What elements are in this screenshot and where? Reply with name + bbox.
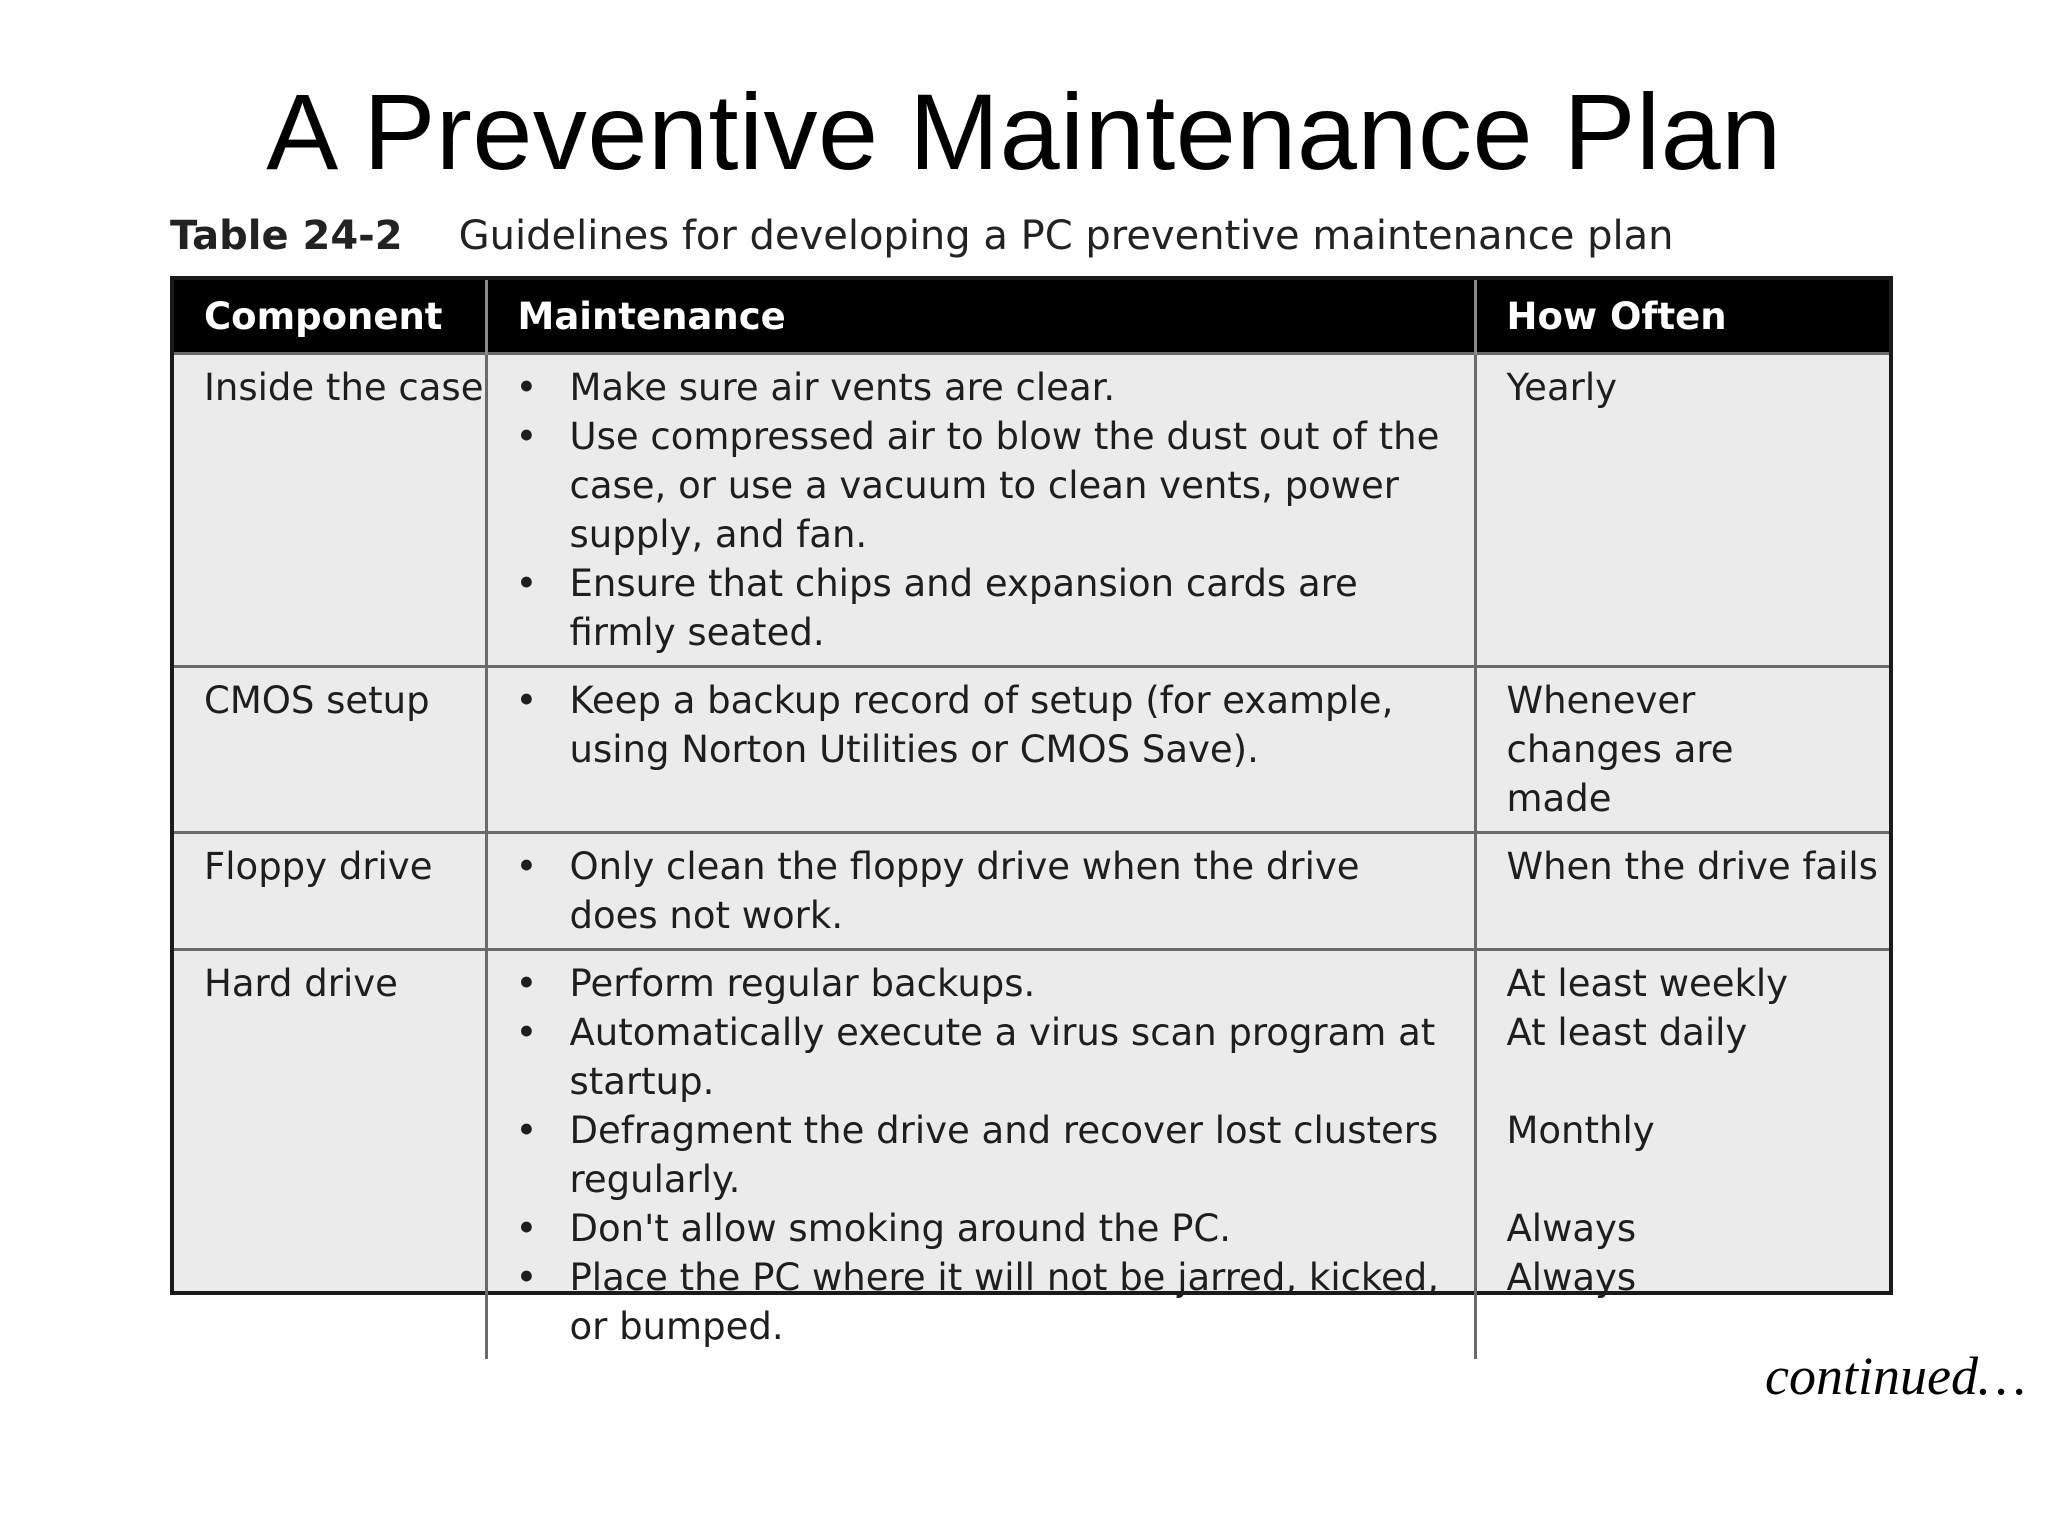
header-component: Component bbox=[174, 280, 486, 354]
how-often-value: When the drive fails bbox=[1506, 845, 1878, 888]
component-cell: Floppy drive bbox=[174, 833, 486, 950]
maintenance-item: • Place the PC where it will not be jarred, kicked, or bumped. bbox=[512, 1253, 1474, 1351]
how-often-value: At least weekly bbox=[1506, 962, 1789, 1005]
table-label: Table 24-2 bbox=[170, 213, 403, 259]
how-often-value bbox=[1507, 1155, 1890, 1204]
header-maintenance: Maintenance bbox=[486, 280, 1475, 354]
how-often-value: Yearly bbox=[1506, 366, 1618, 409]
table-caption bbox=[170, 210, 1674, 262]
maintenance-item: • Only clean the floppy drive when the drive does not work. bbox=[512, 842, 1474, 940]
maintenance-table-grid bbox=[174, 280, 1889, 1359]
table-row bbox=[174, 667, 1889, 833]
table-header-row bbox=[174, 280, 1889, 354]
table-row bbox=[174, 950, 1889, 1360]
maintenance-item: • Perform regular backups. bbox=[512, 959, 1474, 1008]
how-often-cell bbox=[1475, 950, 1889, 1360]
continued-note: continued… bbox=[1765, 1346, 2026, 1406]
table-caption-text: Guidelines for developing a PC preventive maintenance plan bbox=[458, 213, 1674, 259]
how-often-value: At least daily bbox=[1506, 1011, 1748, 1054]
maintenance-item: • Make sure air vents are clear. bbox=[512, 363, 1474, 412]
header-how-often: How Often bbox=[1475, 280, 1889, 354]
how-often-value: Whenever changes are made bbox=[1506, 679, 1734, 820]
how-often-value bbox=[1507, 1057, 1890, 1106]
maintenance-table bbox=[170, 276, 1893, 1348]
how-often-value: Monthly bbox=[1506, 1109, 1655, 1152]
table-row bbox=[174, 833, 1889, 950]
maintenance-item: • Ensure that chips and expansion cards are firmly seated. bbox=[512, 559, 1474, 657]
component-cell: Inside the case bbox=[174, 354, 486, 667]
maintenance-item: • Defragment the drive and recover lost clusters regularly. bbox=[512, 1106, 1474, 1204]
maintenance-item: • Use compressed air to blow the dust out of the case, or use a vacuum to clean vents, power supply, and fan. bbox=[512, 412, 1474, 559]
maintenance-item: • Don't allow smoking around the PC. bbox=[512, 1204, 1474, 1253]
how-often-cell bbox=[1475, 354, 1889, 667]
component-cell: CMOS setup bbox=[174, 667, 486, 833]
slide-title: A Preventive Maintenance Plan bbox=[266, 71, 1782, 192]
maintenance-cell bbox=[486, 833, 1475, 950]
how-often-cell bbox=[1475, 667, 1889, 833]
maintenance-cell bbox=[486, 354, 1475, 667]
maintenance-item: • Automatically execute a virus scan program at startup. bbox=[512, 1008, 1474, 1106]
component-cell: Hard drive bbox=[174, 950, 486, 1360]
maintenance-cell bbox=[486, 950, 1475, 1360]
maintenance-cell bbox=[486, 667, 1475, 833]
how-often-value: Always bbox=[1506, 1207, 1637, 1250]
how-often-value: Always bbox=[1506, 1256, 1637, 1299]
maintenance-item: • Keep a backup record of setup (for example, using Norton Utilities or CMOS Save). bbox=[512, 676, 1474, 774]
table-row bbox=[174, 354, 1889, 667]
how-often-cell bbox=[1475, 833, 1889, 950]
